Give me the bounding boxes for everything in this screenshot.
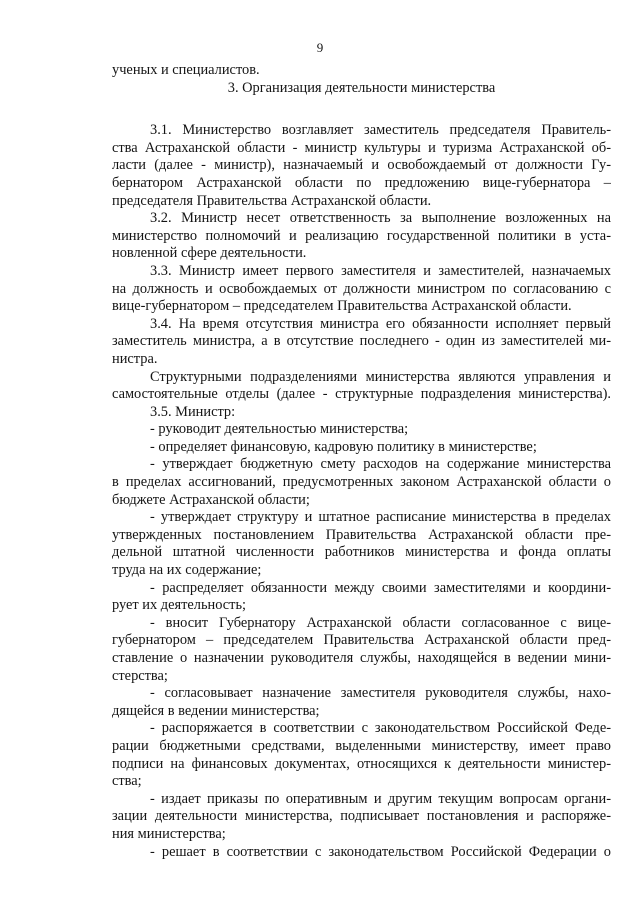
- text-line: зации деятельности министерства, подписывает постановления и распоряже-: [112, 808, 611, 825]
- section-heading: 3. Организация деятельности министерства: [227, 79, 496, 96]
- text-line: 3.4. На время отсутствия министра его обязанности исполняет первый: [150, 315, 611, 332]
- text-line: - вносит Губернатору Астраханской области согласованное с вице-: [150, 614, 611, 631]
- text-line: дящейся в ведении министерства;: [112, 702, 320, 719]
- text-line: - распоряжается в соответствии с законодательством Российской Феде-: [150, 720, 611, 737]
- text-line: - утверждает бюджетную смету расходов на содержание министерства: [150, 456, 611, 473]
- text-line: нистра.: [112, 350, 158, 367]
- text-line: на должность и освобождаемых от должности министром по согласованию с: [112, 280, 611, 297]
- text-line: - издает приказы по оперативным и другим текущим вопросам органи-: [150, 790, 611, 807]
- text-line: стерства;: [112, 667, 168, 684]
- text-line: 3.3. Министр имеет первого заместителя и заместителей, назначаемых: [150, 262, 611, 279]
- text-line: ства;: [112, 773, 142, 790]
- text-line: утвержденных постановлением Правительства Астраханской области пре-: [112, 526, 611, 543]
- text-line: 3.5. Министр:: [150, 403, 236, 420]
- document-body: [112, 62, 611, 861]
- text-line: 3.2. Министр несет ответственность за выполнение возложенных на: [150, 210, 611, 227]
- text-line: вице-губернатором – председателем Правительства Астраханской области.: [112, 298, 572, 315]
- paragraph-spacer: [112, 97, 611, 122]
- text-line: ния министерства;: [112, 825, 226, 842]
- text-line: - решает в соответствии с законодательством Российской Федерации о: [150, 843, 611, 860]
- text-line: самостоятельные отделы (далее - структурные подразделения министерства).: [112, 386, 611, 403]
- text-line: заместитель министра, а в отсутствие последнего - один из заместителей ми-: [112, 333, 611, 350]
- text-line: председателя Правительства Астраханской области.: [112, 192, 432, 209]
- text-line: - утверждает структуру и штатное расписание министерства в пределах: [150, 509, 611, 526]
- text-line: - руководит деятельностью министерства;: [150, 421, 409, 438]
- text-line: рует их деятельность;: [112, 597, 247, 614]
- text-line: рации бюджетными средствами, выделенными министерству, имеет право: [112, 737, 611, 754]
- text-line: ства Астраханской области - министр культуры и туризма Астраханской об-: [112, 139, 611, 156]
- text-line: ученых и специалистов.: [112, 62, 260, 78]
- text-line: в пределах ассигнований, предусмотренных законом Астраханской области о: [112, 474, 611, 491]
- text-line: министерство полномочий и реализацию государственной политики в уста-: [112, 227, 611, 244]
- text-line: - распределяет обязанности между своими заместителями и координи-: [150, 579, 611, 596]
- page-number: 9: [316, 40, 324, 55]
- text-line: дельной штатной численности работников министерства и фонда оплаты: [112, 544, 611, 561]
- text-line: Структурными подразделениями министерства являются управления и: [150, 368, 611, 385]
- text-line: губернатором – председателем Правительства Астраханской области пред-: [112, 632, 611, 649]
- text-line: - согласовывает назначение заместителя руководителя службы, нахо-: [150, 685, 611, 702]
- text-line: новленной сфере деятельности.: [112, 245, 307, 262]
- text-line: 3.1. Министерство возглавляет заместитель председателя Правитель-: [150, 122, 611, 139]
- text-line: подписи на финансовых документах, относящихся к деятельности министер-: [112, 755, 611, 772]
- text-line: бернатором Астраханской области по предложению вице-губернатора –: [112, 174, 611, 191]
- text-line: - определяет финансовую, кадровую политику в министерстве;: [150, 438, 537, 455]
- text-line: бюджете Астраханской области;: [112, 491, 310, 508]
- text-line: труда на их содержание;: [112, 562, 262, 579]
- text-line: ласти (далее - министр), назначаемый и освобождаемый от должности Гу-: [112, 157, 611, 174]
- text-line: ставление о назначении руководителя службы, находящейся в ведении мини-: [112, 650, 611, 666]
